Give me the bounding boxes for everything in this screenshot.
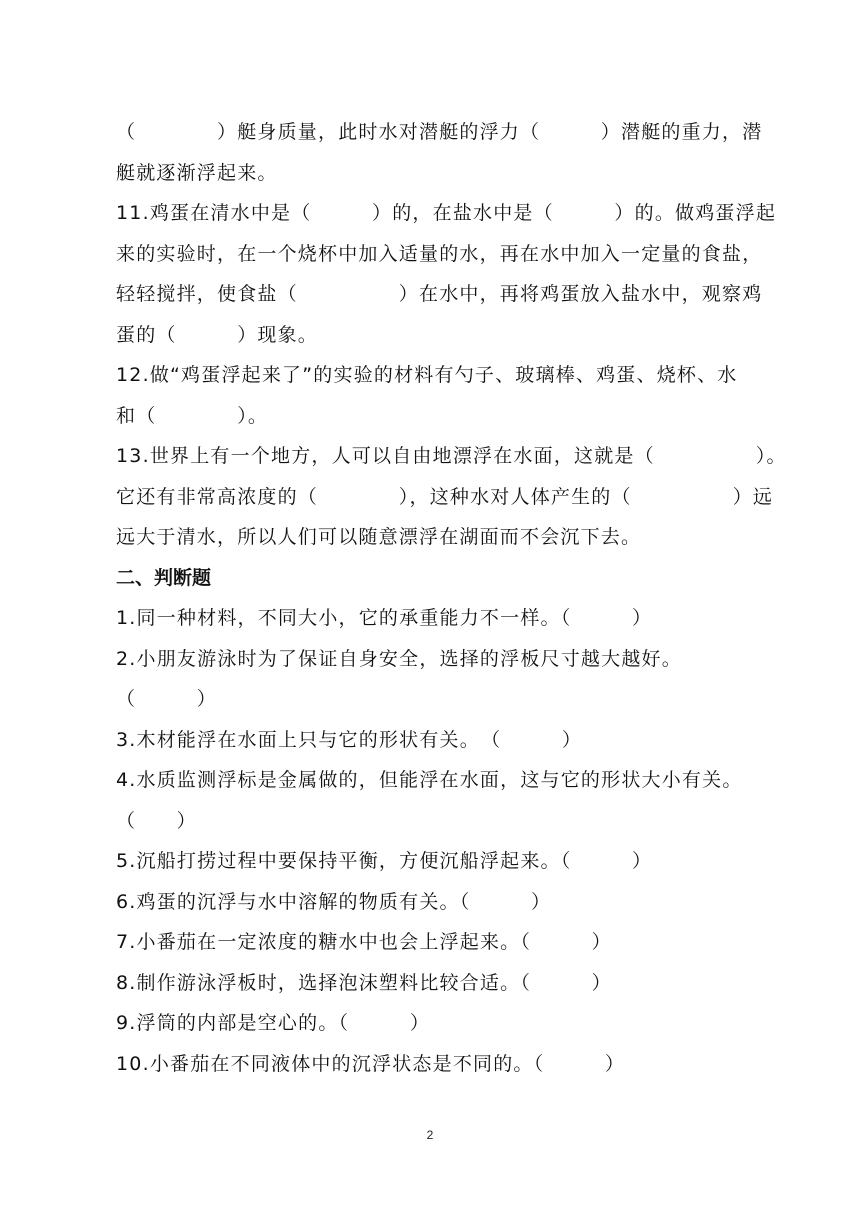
judgement-item-2: 2.小朋友游泳时为了保证自身安全，选择的浮板尺寸越大越好。 <box>116 647 682 670</box>
judgement-item-10: 10.小番茄在不同液体中的沉浮状态是不同的。（ ） <box>116 1052 626 1075</box>
judgement-item-1: 1.同一种材料，不同大小，它的承重能力不一样。（ ） <box>116 607 653 629</box>
judgement-item-4: 4.水质监测浮标是金属做的，但能浮在水面，这与它的形状大小有关。 <box>116 769 743 791</box>
judgement-item-5: 5.沉船打捞过程中要保持平衡，方便沉船浮起来。（ ） <box>116 850 653 872</box>
text-line: （ ）艇身质量，此时水对潜艇的浮力（ ）潜艇的重力，潜 <box>116 121 763 143</box>
question-11-line: 11.鸡蛋在清水中是（ ）的，在盐水中是（ ）的。做鸡蛋浮起 <box>116 202 777 224</box>
text-line: 轻轻搅拌，使食盐（ ）在水中，再将鸡蛋放入盐水中，观察鸡 <box>116 283 763 305</box>
section-heading: 二、判断题 <box>116 566 212 589</box>
judgement-item-7: 7.小番茄在一定浓度的糖水中也会上浮起来。（ ） <box>116 931 612 953</box>
text-line: 它还有非常高浓度的（ ），这种水对人体产生的（ ）远 <box>116 485 774 508</box>
question-12-line: 12.做“鸡蛋浮起来了”的实验的材料有勺子、玻璃棒、鸡蛋、烧杯、水 <box>116 364 738 386</box>
judgement-item-4-continuation: （ ） <box>116 809 197 832</box>
judgement-item-8: 8.制作游泳浮板时，选择泡沫塑料比较合适。（ ） <box>116 971 612 994</box>
text-line: 和（ ）。 <box>116 404 269 427</box>
judgement-item-9: 9.浮筒的内部是空心的。（ ） <box>116 1012 431 1034</box>
judgement-item-6: 6.鸡蛋的沉浮与水中溶解的物质有关。（ ） <box>116 890 552 913</box>
page-content <box>116 112 787 1084</box>
text-line: 远大于清水，所以人们可以随意漂浮在湖面而不会沉下去。 <box>116 526 642 548</box>
question-13-line: 13.世界上有一个地方，人可以自由地漂浮在水面，这就是（ ）。 <box>116 445 787 467</box>
judgement-item-2-continuation: （ ） <box>116 688 218 710</box>
text-line: 艇就逐渐浮起来。 <box>116 161 278 184</box>
page-number: 2 <box>426 1128 434 1142</box>
text-line: 蛋的（ ）现象。 <box>116 323 319 346</box>
judgement-item-3: 3.木材能浮在水面上只与它的形状有关。 （ ） <box>116 728 583 751</box>
text-line: 来的实验时，在一个烧杯中加入适量的水，再在水中加入一定量的食盐， <box>116 242 763 265</box>
